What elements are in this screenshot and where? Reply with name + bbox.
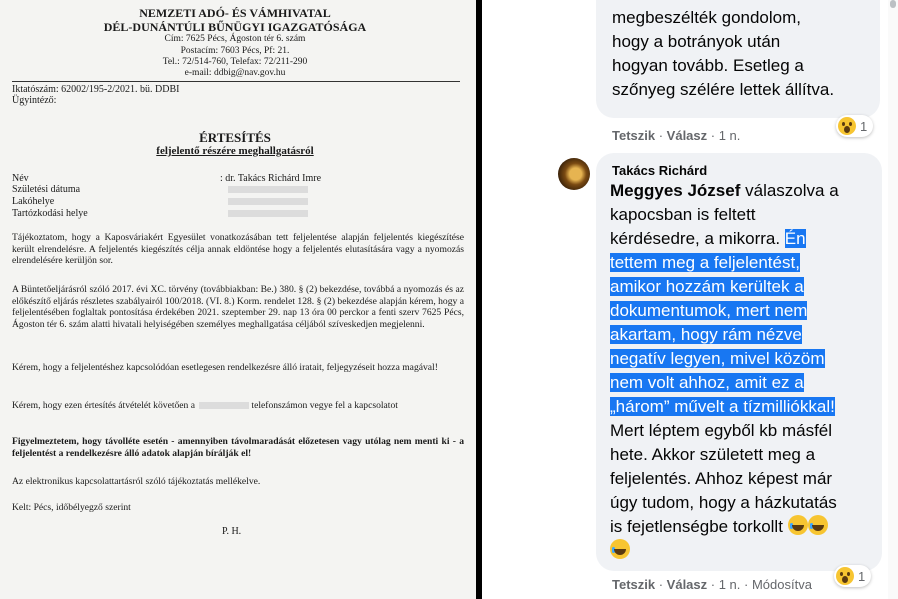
comment-2-fragment: válaszolva a [740,181,839,200]
comment-2-text [610,179,839,563]
comment-2-line [610,275,839,299]
comment-2-fragment: úgy tudom, hogy a házkutatás [610,493,837,512]
phone-redacted [199,402,249,409]
comment-2-reply-button[interactable]: Válasz [666,577,708,592]
phone-fax: Tel.: 72/514-760, Telefax: 72/211-290 [162,57,308,67]
comment-2-actions: Tetszik · Válasz · 1 n. · Módosítva [612,577,812,592]
comment-2-fragment: feljelentés. Ahhoz képest már [610,469,833,488]
comment-2-line [610,227,839,251]
comment-2-reactions[interactable] [834,565,871,587]
office-name: DÉL-DUNÁNTÚLI BŰNÜGYI IGAZGATÓSÁGA [103,20,367,34]
case-officer-label: Ügyintéző: [12,95,57,106]
birth-redacted [224,184,308,195]
paragraph-4 [12,400,464,412]
laughing-emoji-icon [610,539,630,559]
comment-2-line [610,299,839,323]
comment-1-time[interactable]: 1 n. [718,128,741,143]
laughing-emoji-icon [808,515,828,535]
comment-2-line [610,179,839,203]
birth-label: Születési dátuma [12,184,81,195]
letter-title: ÉRTESÍTÉS [199,130,271,145]
header-rule [12,81,460,82]
comment-thread [482,0,898,599]
stay-redacted [224,208,308,219]
comment-2-fragment: kérdésedre, a mikorra. [610,229,785,248]
seal-placeholder: P. H. [222,526,242,537]
highlighted-text: „három” művelt a tízmilliókkal! [610,397,835,416]
comment-1-line: hogy a botrányok után [612,32,781,51]
highlighted-text: tettem meg a feljelentést, [610,253,800,272]
comment-2-like-button[interactable]: Tetszik [612,577,656,592]
comment-1-reaction-count: 1 [860,118,868,134]
office-address: Cím: 7625 Pécs, Ágoston tér 6. szám [164,34,306,44]
comment-2-line [610,443,839,467]
comment-1-reply-button[interactable]: Válasz [666,128,708,143]
highlighted-text: dokumentumok, mert nem [610,301,808,320]
comment-2-line [610,539,839,563]
comment-2-line [610,515,839,539]
comment-2-line [610,251,839,275]
comment-1-line: szőnyeg szélére lettek állítva. [612,80,835,99]
comment-1-text [612,6,834,102]
comment-1-actions: Tetszik · Válasz · 1 n. [612,128,741,143]
stay-label: Tartózkodási helye [12,208,88,219]
comment-2-line [610,371,839,395]
highlighted-text: negatív legyen, mivel közöm [610,349,825,368]
paragraph-3: Kérem, hogy a feljelentéshez kapcsolódóan esetlegesen rendelkezésre álló iratait, feljegyzéseit hozza magával! [12,362,438,373]
mentioned-user[interactable]: Meggyes József [610,181,741,200]
comment-2-reaction-count: 1 [858,568,866,584]
comment-2-line [610,347,839,371]
comment-2-fragment: kapocsban is feltett [610,205,756,224]
avatar[interactable] [558,158,590,190]
paragraph-6: Az elektronikus kapcsolattartásról szóló tájékoztatás mellékelve. [12,476,261,487]
highlighted-text: amikor hozzám kerültek a [610,277,804,296]
comment-2-fragment: Mert léptem egyből kb másfél [610,421,833,440]
comment-2-line [610,491,839,515]
comment-bubble-1 [596,0,880,118]
comment-1-reactions[interactable] [836,115,873,137]
paragraph-4-end: telefonszámon vegye fel a kapcsolatot [251,400,398,411]
comment-1-like-button[interactable]: Tetszik [612,128,656,143]
letter-subtitle: feljelentő részére meghallgatásról [156,145,314,157]
comment-2-fragment: is fejetlenségbe torkollt [610,517,783,536]
paragraph-4-start: Kérem, hogy ezen értesítés átvételét követően a [12,400,195,411]
name-label: Név [12,173,29,184]
comment-author[interactable]: Takács Richárd [612,163,708,178]
comment-bubble-2 [596,153,882,571]
comment-2-line [610,323,839,347]
comment-2-edited[interactable]: Módosítva [751,577,812,592]
laughing-emoji-icon [788,515,808,535]
reference-number: Iktatószám: 62002/195-2/2021. bü. DDBI [12,84,180,95]
scrollbar-thumb[interactable] [890,0,896,8]
email-address: e-mail: ddbig@nav.gov.hu [184,68,286,78]
wow-emoji-icon [836,567,854,585]
scrollbar[interactable] [888,0,898,599]
address-label: Lakóhelye [12,196,55,207]
highlighted-text: akartam, hogy rám nézve [610,325,802,344]
highlighted-text: nem volt ahhoz, amit ez a [610,373,804,392]
warning-paragraph: Figyelmeztetem, hogy távolléte esetén - amennyiben távolmaradását előzetesen vagy utólag nem menti ki - a feljelentést a rendelkezésre álló adatok alapján bírálják el! [12,436,464,459]
name-value: : dr. Takács Richárd Imre [220,173,322,184]
comment-2-line [610,419,839,443]
comment-1-line: megbeszélték gondolom, [612,8,802,27]
comment-2-line [610,395,839,419]
wow-emoji-icon [838,117,856,135]
postal-address: Postacím: 7603 Pécs, Pf: 21. [180,46,290,56]
address-redacted [224,196,308,207]
dated-line: Kelt: Pécs, időbélyegző szerint [12,502,131,513]
comment-2-time[interactable]: 1 n. [718,577,741,592]
comment-1-line: hogyan tovább. Esetleg a [612,56,804,75]
comment-2-fragment: hete. Akkor született meg a [610,445,816,464]
highlighted-text: Én [784,229,806,248]
paragraph-1: Tájékoztatom, hogy a Kaposváriakért Egyesület vonatkozásában tett feljelentése alapján feljelentés kiegészítése került elrendelésre. A feljelentés kiegészítés célja annak eldöntése hogy a feljelentés elutasítására vagy a nyomozás elrendelésére kerüljön sor. [12,232,464,267]
comment-2-line [610,467,839,491]
paragraph-2: A Büntetőeljárásról szóló 2017. évi XC. törvény (továbbiakban: Be.) 380. § (2) bekezdése, továbbá a nyomozás és az előkészítő eljárás részletes szabályairól 100/2018. (VI. 8.) Korm. rendelet 128. § (2) bekezdése alapján kérem, hogy a feljelentésében foglaltak pontosítása érdekében 2021. szeptember 29. nap 13 óra 00 perckor a fenti szerv 7625 Pécs, Ágoston tér 6. szám alatti hivatali helyiségében személyes meghallgatása céljából szíveskedjen megjelenni. [12,284,464,330]
comment-2-line [610,203,839,227]
agency-name: NEMZETI ADÓ- ÉS VÁMHIVATAL [139,6,331,20]
